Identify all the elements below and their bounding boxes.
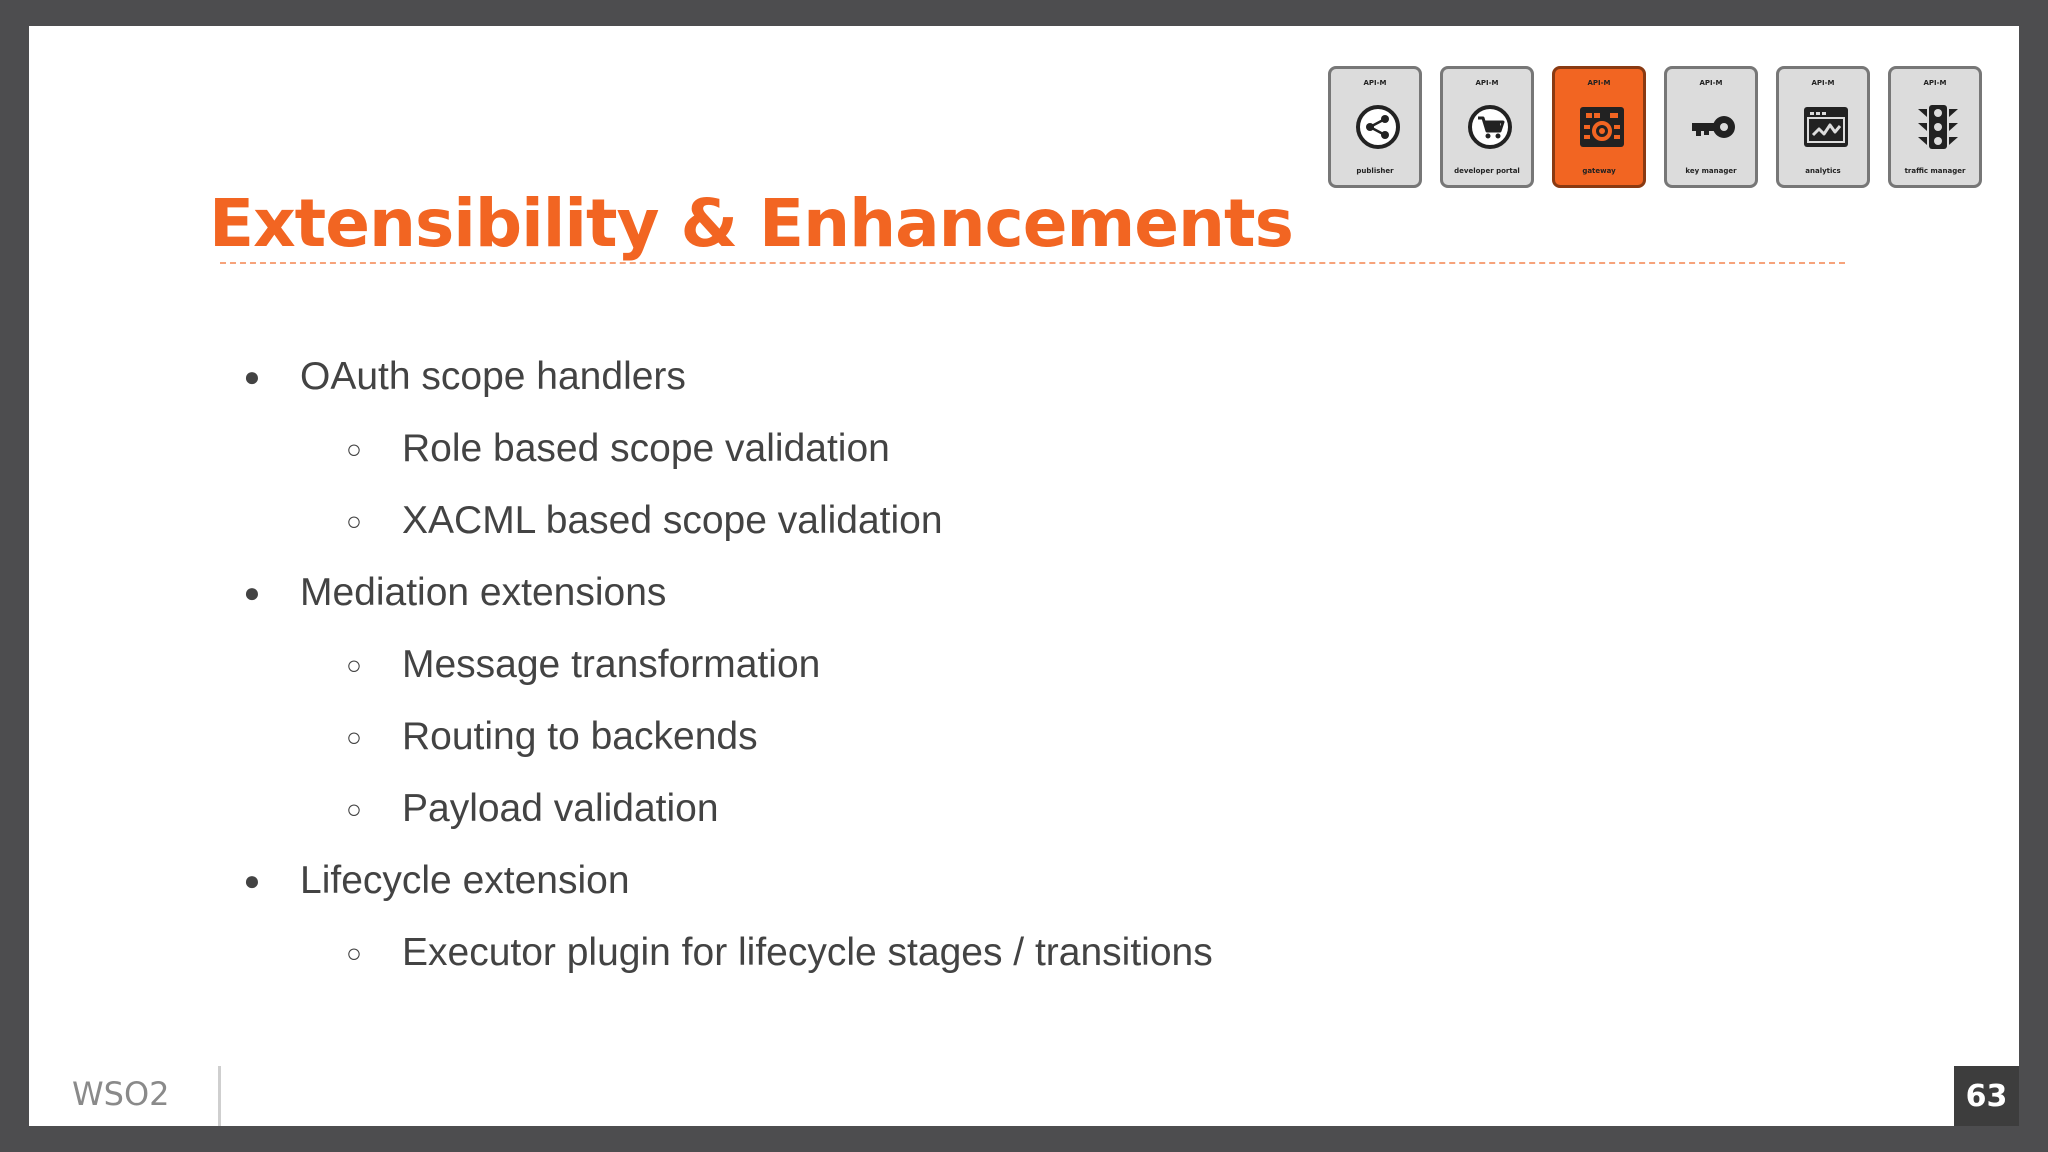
bullet-text: Lifecycle extension [300, 859, 630, 902]
tile-top-label: API-M [1475, 79, 1499, 87]
sub-bullet-marker: ○ [346, 793, 362, 824]
component-tile-key-manager [1664, 66, 1758, 188]
component-tile-traffic-manager [1888, 66, 1982, 188]
sub-bullet-marker: ○ [346, 721, 362, 752]
page-number: 63 [1954, 1066, 2019, 1126]
tile-label: analytics [1805, 167, 1841, 175]
sub-bullet-marker: ○ [346, 505, 362, 536]
tile-label: traffic manager [1904, 167, 1966, 175]
bullet-text: Mediation extensions [300, 571, 667, 614]
tile-top-label: API-M [1587, 79, 1611, 87]
logo-text: WSO2 [72, 1075, 170, 1113]
footer-divider [218, 1066, 221, 1126]
slide-title: Extensibility & Enhancements [209, 185, 1293, 262]
tile-label: publisher [1356, 167, 1394, 175]
tile-label: developer portal [1454, 167, 1520, 175]
sub-bullet-text: Executor plugin for lifecycle stages / transitions [402, 931, 1213, 974]
bullet-marker: ● [243, 577, 261, 608]
sub-bullet-text: XACML based scope validation [402, 499, 943, 542]
sub-bullet-text: Payload validation [402, 787, 719, 830]
analytics-icon [1802, 103, 1850, 151]
bullet-marker: ● [243, 865, 261, 896]
title-divider [220, 262, 1845, 264]
gateway-icon [1578, 103, 1626, 151]
tile-top-label: API-M [1363, 79, 1387, 87]
bullet-text: OAuth scope handlers [300, 355, 686, 398]
wso2-logo [72, 1073, 182, 1121]
sub-bullet-marker: ○ [346, 433, 362, 464]
cart-icon [1466, 103, 1514, 151]
component-tile-analytics [1776, 66, 1870, 188]
sub-bullet-marker: ○ [346, 649, 362, 680]
sub-bullet-marker: ○ [346, 937, 362, 968]
sub-bullet-text: Message transformation [402, 643, 821, 686]
tile-top-label: API-M [1699, 79, 1723, 87]
sub-bullet-text: Role based scope validation [402, 427, 890, 470]
tile-label: gateway [1582, 167, 1616, 175]
share-icon [1354, 103, 1402, 151]
component-tile-gateway [1552, 66, 1646, 188]
sub-bullet-text: Routing to backends [402, 715, 758, 758]
traffic-light-icon [1914, 103, 1962, 151]
tile-top-label: API-M [1811, 79, 1835, 87]
key-icon [1690, 103, 1738, 151]
tile-top-label: API-M [1923, 79, 1947, 87]
bullet-marker: ● [243, 361, 261, 392]
tile-label: key manager [1685, 167, 1737, 175]
component-tile-publisher [1328, 66, 1422, 188]
component-tile-developer-portal [1440, 66, 1534, 188]
